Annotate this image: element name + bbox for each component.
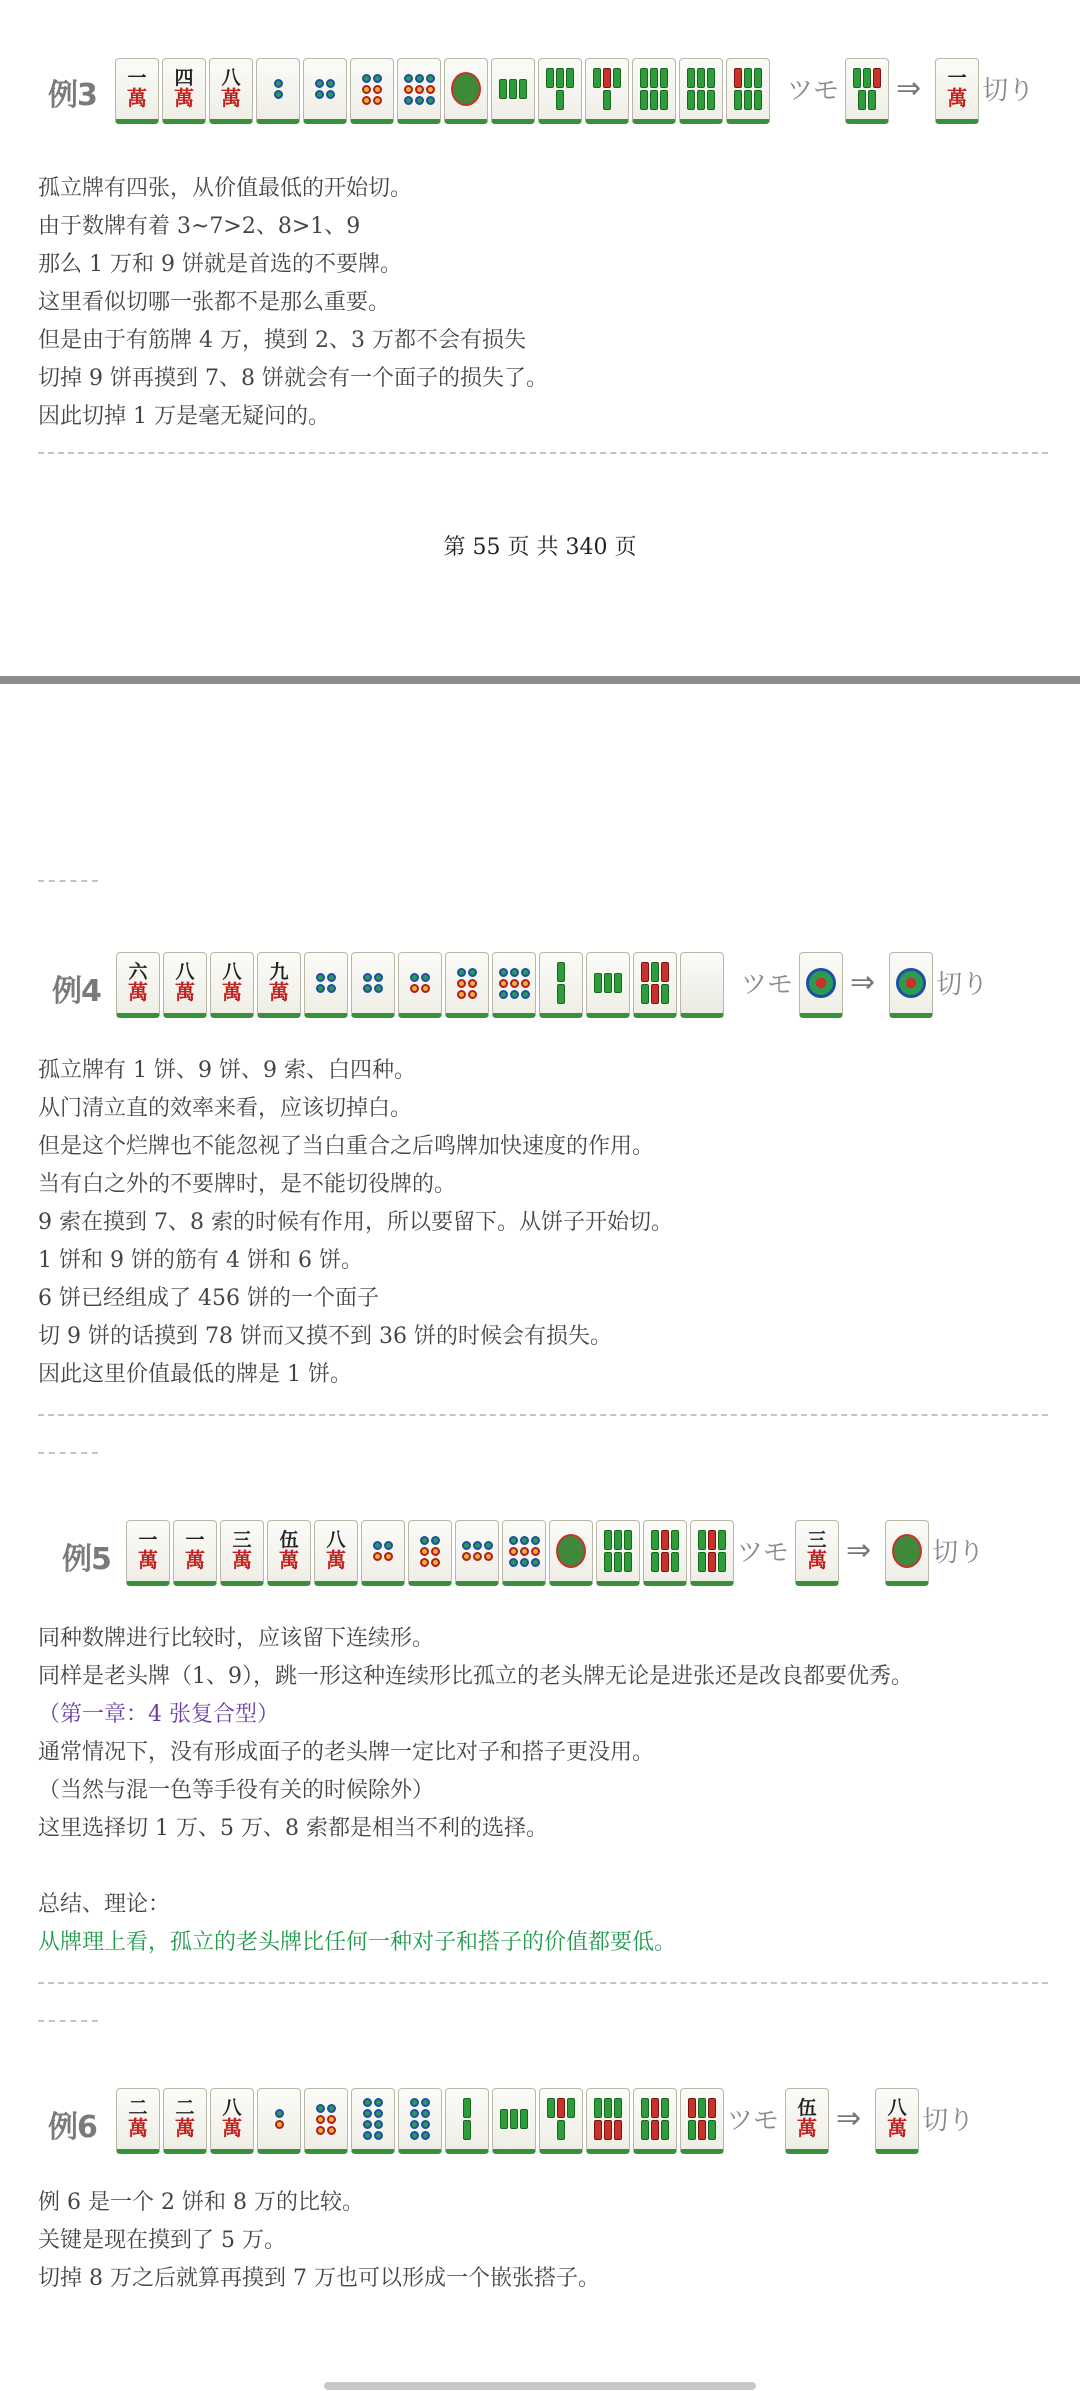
- tile-1-man-b: 一 萬: [173, 1520, 217, 1586]
- tile-8-man: 八 萬: [209, 58, 253, 124]
- text-line: 切掉 8 万之后就算再摸到 7 万也可以形成一个嵌张搭子。: [38, 2266, 600, 2291]
- tile-8-man: 八 萬: [314, 1520, 358, 1586]
- tile-8-pin-b: [398, 2088, 442, 2154]
- text-line: 因此切掉 1 万是毫无疑问的。: [38, 404, 330, 429]
- tile-7-sou: [726, 58, 770, 124]
- tile-9-pin: [397, 58, 441, 124]
- tile-5-man: 伍 萬: [267, 1520, 311, 1586]
- tile-6-pin: [304, 2088, 348, 2154]
- example-label: 例4: [52, 974, 101, 1009]
- chapter-reference: （第一章：4 张复合型）: [38, 1702, 279, 1727]
- text-line: 1 饼和 9 饼的筋有 4 饼和 6 饼。: [38, 1248, 363, 1273]
- tile-6-sou: [632, 58, 676, 124]
- tile-9-man: 九 萬: [257, 952, 301, 1018]
- text-line: 通常情况下，没有形成面子的老头牌一定比对子和搭子更没用。: [38, 1740, 655, 1765]
- tsumo-label: ツモ: [787, 75, 840, 106]
- hand-tiles-row: [116, 2082, 974, 2154]
- tile-3-sou: [492, 2088, 536, 2154]
- text-line: 从门清立直的效率来看，应该切掉白。: [38, 1096, 413, 1121]
- tile-3-sou: [491, 58, 535, 124]
- text-line: 孤立牌有四张，从价值最低的开始切。: [38, 176, 413, 201]
- cut-label: 切り: [932, 1537, 985, 1568]
- right-arrow-icon: ⇒: [846, 1532, 872, 1568]
- tile-6-man: 六 萬: [116, 952, 160, 1018]
- tile-7-pin: [455, 1520, 499, 1586]
- tile-6-sou-b: [679, 58, 723, 124]
- example-label: 例3: [48, 78, 97, 113]
- text-line: 因此这里价值最低的牌是 1 饼。: [38, 1362, 352, 1387]
- tile-2-man: 二 萬: [116, 2088, 160, 2154]
- example6-explanation: [38, 2184, 600, 2298]
- tile-2-pin: [257, 2088, 301, 2154]
- text-line: 但是由于有筋牌 4 万，摸到 2、3 万都不会有损失: [38, 328, 526, 353]
- right-arrow-icon: ⇒: [850, 964, 876, 1000]
- dashed-divider-tail: [38, 2020, 98, 2022]
- text-line: （当然与混一色等手役有关的时候除外）: [38, 1778, 435, 1803]
- cut-label: 切り: [936, 969, 989, 1000]
- tile-white-dragon: [680, 952, 724, 1018]
- tile-4-sou: [538, 58, 582, 124]
- tile-8-sou: [643, 1520, 687, 1586]
- tile-3-sou: [586, 952, 630, 1018]
- dashed-divider-tail: [38, 880, 98, 882]
- hand-tiles-row: [115, 52, 1034, 124]
- tile-4-pin: [304, 952, 348, 1018]
- text-line: 例 6 是一个 2 饼和 8 万的比较。: [38, 2190, 364, 2215]
- tile-discard-1-pin: [889, 952, 933, 1018]
- tile-discard-8-man: 八 萬: [875, 2088, 919, 2154]
- text-line: 关键是现在摸到了 5 万。: [38, 2228, 286, 2253]
- tsumo-label: ツモ: [737, 1537, 790, 1568]
- tsumo-label: ツモ: [741, 969, 794, 1000]
- cut-label: 切り: [922, 2105, 975, 2136]
- tile-9-pin: [502, 1520, 546, 1586]
- text-line: 但是这个烂牌也不能忽视了当白重合之后鸣牌加快速度的作用。: [38, 1134, 655, 1159]
- tile-8-pin: [351, 2088, 395, 2154]
- hand-tiles-row: [126, 1514, 984, 1586]
- right-arrow-icon: ⇒: [836, 2100, 862, 2136]
- document-page-55: [0, 0, 1080, 676]
- tile-2-man-b: 二 萬: [163, 2088, 207, 2154]
- text-line: 6 饼已经组成了 456 饼的一个面子: [38, 1286, 379, 1311]
- page-separator: [0, 676, 1080, 684]
- tile-1-man: 一 萬: [115, 58, 159, 124]
- tile-2-sou: [539, 952, 583, 1018]
- tile-9-sou: [633, 952, 677, 1018]
- tile-drawn-1-pin: [799, 952, 843, 1018]
- text-line: 孤立牌有 1 饼、9 饼、9 索、白四种。: [38, 1058, 416, 1083]
- tile-9-sou: [680, 2088, 724, 2154]
- dashed-divider: [38, 1982, 1048, 1984]
- tile-4-man: 四 萬: [162, 58, 206, 124]
- tile-drawn-5-sou: [845, 58, 889, 124]
- tile-8-man-b: 八 萬: [210, 952, 254, 1018]
- text-line: 这里看似切哪一张都不是那么重要。: [38, 290, 391, 315]
- tile-drawn-3-man: 三 萬: [795, 1520, 839, 1586]
- tile-6-sou: [586, 2088, 630, 2154]
- cut-label: 切り: [982, 75, 1035, 106]
- tile-6-pin: [445, 952, 489, 1018]
- tile-4-pin: [303, 58, 347, 124]
- tile-8-sou-b: [690, 1520, 734, 1586]
- tile-6-pin: [408, 1520, 452, 1586]
- home-indicator[interactable]: [324, 2382, 756, 2390]
- text-line: 9 索在摸到 7、8 索的时候有作用，所以要留下。从饼子开始切。: [38, 1210, 673, 1235]
- tile-5-pin: [398, 952, 442, 1018]
- example3-explanation: [38, 170, 548, 436]
- text-line: 那么 1 万和 9 饼就是首选的不要牌。: [38, 252, 402, 277]
- summary-title: 总结、理论：: [38, 1892, 171, 1917]
- example-label: 例5: [62, 1542, 111, 1577]
- tile-8-man: 八 萬: [163, 952, 207, 1018]
- tile-9-pin: [492, 952, 536, 1018]
- page-number-footer: 第 55 页 共 340 页: [443, 535, 637, 560]
- text-line: 这里选择切 1 万、5 万、8 索都是相当不利的选择。: [38, 1816, 548, 1841]
- tsumo-label: ツモ: [727, 2105, 780, 2136]
- tile-discard-1-sou: [885, 1520, 929, 1586]
- hand-tiles-row: [116, 946, 988, 1018]
- text-line: 同样是老头牌（1、9），跳一形这种连续形比孤立的老头牌无论是进张还是改良都要优秀。: [38, 1664, 913, 1689]
- tile-6-pin: [350, 58, 394, 124]
- tile-5-sou: [585, 58, 629, 124]
- tile-drawn-5-man: 伍 萬: [785, 2088, 829, 2154]
- summary-text: 从牌理上看，孤立的老头牌比任何一种对子和搭子的价值都要低。: [38, 1930, 677, 1955]
- text-line: 切 9 饼的话摸到 78 饼而又摸不到 36 饼的时候会有损失。: [38, 1324, 612, 1349]
- example-label: 例6: [48, 2110, 97, 2145]
- dashed-divider: [38, 1414, 1048, 1416]
- tile-4-pin-b: [351, 952, 395, 1018]
- tile-3-man: 三 萬: [220, 1520, 264, 1586]
- dashed-divider-tail: [38, 1452, 98, 1454]
- tile-4-sou: [539, 2088, 583, 2154]
- tile-8-man: 八 萬: [210, 2088, 254, 2154]
- dashed-divider: [38, 452, 1048, 454]
- tile-1-sou: [444, 58, 488, 124]
- tile-2-pin: [256, 58, 300, 124]
- text-line: 同种数牌进行比较时，应该留下连续形。: [38, 1626, 435, 1651]
- document-page-56: [0, 684, 1080, 2400]
- right-arrow-icon: ⇒: [896, 70, 922, 106]
- example5-explanation: [38, 1620, 913, 1962]
- example4-explanation: [38, 1052, 673, 1394]
- tile-1-sou: [549, 1520, 593, 1586]
- text-line: 当有白之外的不要牌时，是不能切役牌的。: [38, 1172, 457, 1197]
- tile-2-sou: [445, 2088, 489, 2154]
- tile-1-man: 一 萬: [126, 1520, 170, 1586]
- text-line: 切掉 9 饼再摸到 7、8 饼就会有一个面子的损失了。: [38, 366, 548, 391]
- tile-8-sou: [633, 2088, 677, 2154]
- tile-discard-1-man: 一 萬: [935, 58, 979, 124]
- tile-6-sou: [596, 1520, 640, 1586]
- text-line: 由于数牌有着 3~7>2、8>1、9: [38, 214, 361, 239]
- tile-5-pin: [361, 1520, 405, 1586]
